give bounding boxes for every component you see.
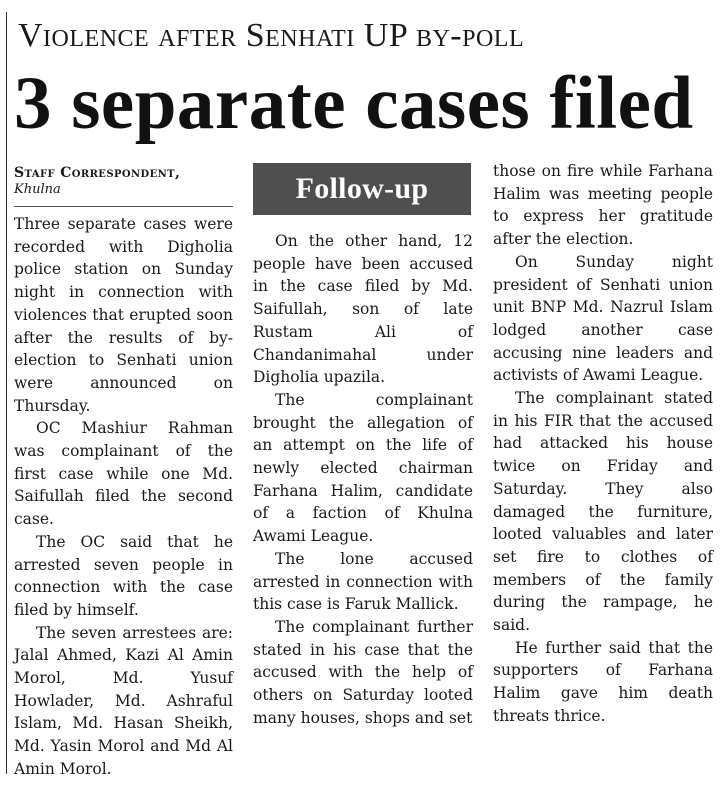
article-paragraph: He further said that the supporters of Farhana Halim gave him death threats thrice. — [493, 638, 713, 725]
article-paragraph: OC Mashiur Rahman was complainant of the first case while one Md. Saifullah filed the second case. — [14, 419, 233, 529]
kicker-headline: Violence after Senhati UP by-poll — [18, 17, 525, 54]
article-column-3 — [493, 160, 713, 728]
article-paragraph: The complainant brought the allegation of an attempt on the life of newly elected chairman Farhana Halim, candidate of a faction of Khulna Awami League. — [253, 390, 473, 546]
byline — [14, 164, 233, 197]
byline-name: Staff Correspondent, — [14, 165, 181, 181]
article-column-1 — [14, 213, 233, 781]
article-paragraph: Three separate cases were recorded with Digholia police station on Sunday night in connection with violences that erupted soon after the results of by-election to Senhati union were announced on Thursday. — [14, 215, 233, 415]
article-paragraph: The OC said that he arrested seven people in connection with the case filed by himself. — [14, 532, 233, 619]
article-paragraph: The complainant stated in his FIR that the accused had attacked his house twice on Friday and Saturday. They also damaged the furniture, looted valuables and later set fire to clothes of members of the family during the rampage, he said. — [493, 389, 713, 635]
article-paragraph: The complainant further stated in his case that the accused with the help of others on Saturday looted many houses, shops and set — [253, 617, 473, 727]
main-headline: 3 separate cases filed — [14, 62, 694, 145]
column-rule-left — [6, 12, 7, 774]
article-paragraph: On Sunday night president of Senhati union unit BNP Md. Nazrul Islam lodged another case accusing nine leaders and activists of Awami League. — [493, 252, 713, 385]
follow-up-label: Follow-up — [295, 172, 429, 205]
article-paragraph: The lone accused arrested in connection with this case is Faruk Mallick. — [253, 549, 473, 614]
article-paragraph: On the other hand, 12 people have been accused in the case filed by Md. Saifullah, son of late Rustam Ali of Chandanimahal under Digholia upazila. — [253, 232, 473, 387]
byline-location: Khulna — [14, 182, 61, 197]
article-paragraph: those on fire while Farhana Halim was meeting people to express her gratitude after the election. — [493, 162, 713, 249]
byline-divider — [14, 206, 233, 207]
follow-up-label-box — [253, 163, 471, 215]
article-column-2 — [253, 230, 473, 729]
article-paragraph: The seven arrestees are: Jalal Ahmed, Kazi Al Amin Morol, Md. Yusuf Howlader, Md. Ashraful Islam, Md. Hasan Sheikh, Md. Yasin Morol and Md Al Amin Morol. — [14, 623, 233, 778]
